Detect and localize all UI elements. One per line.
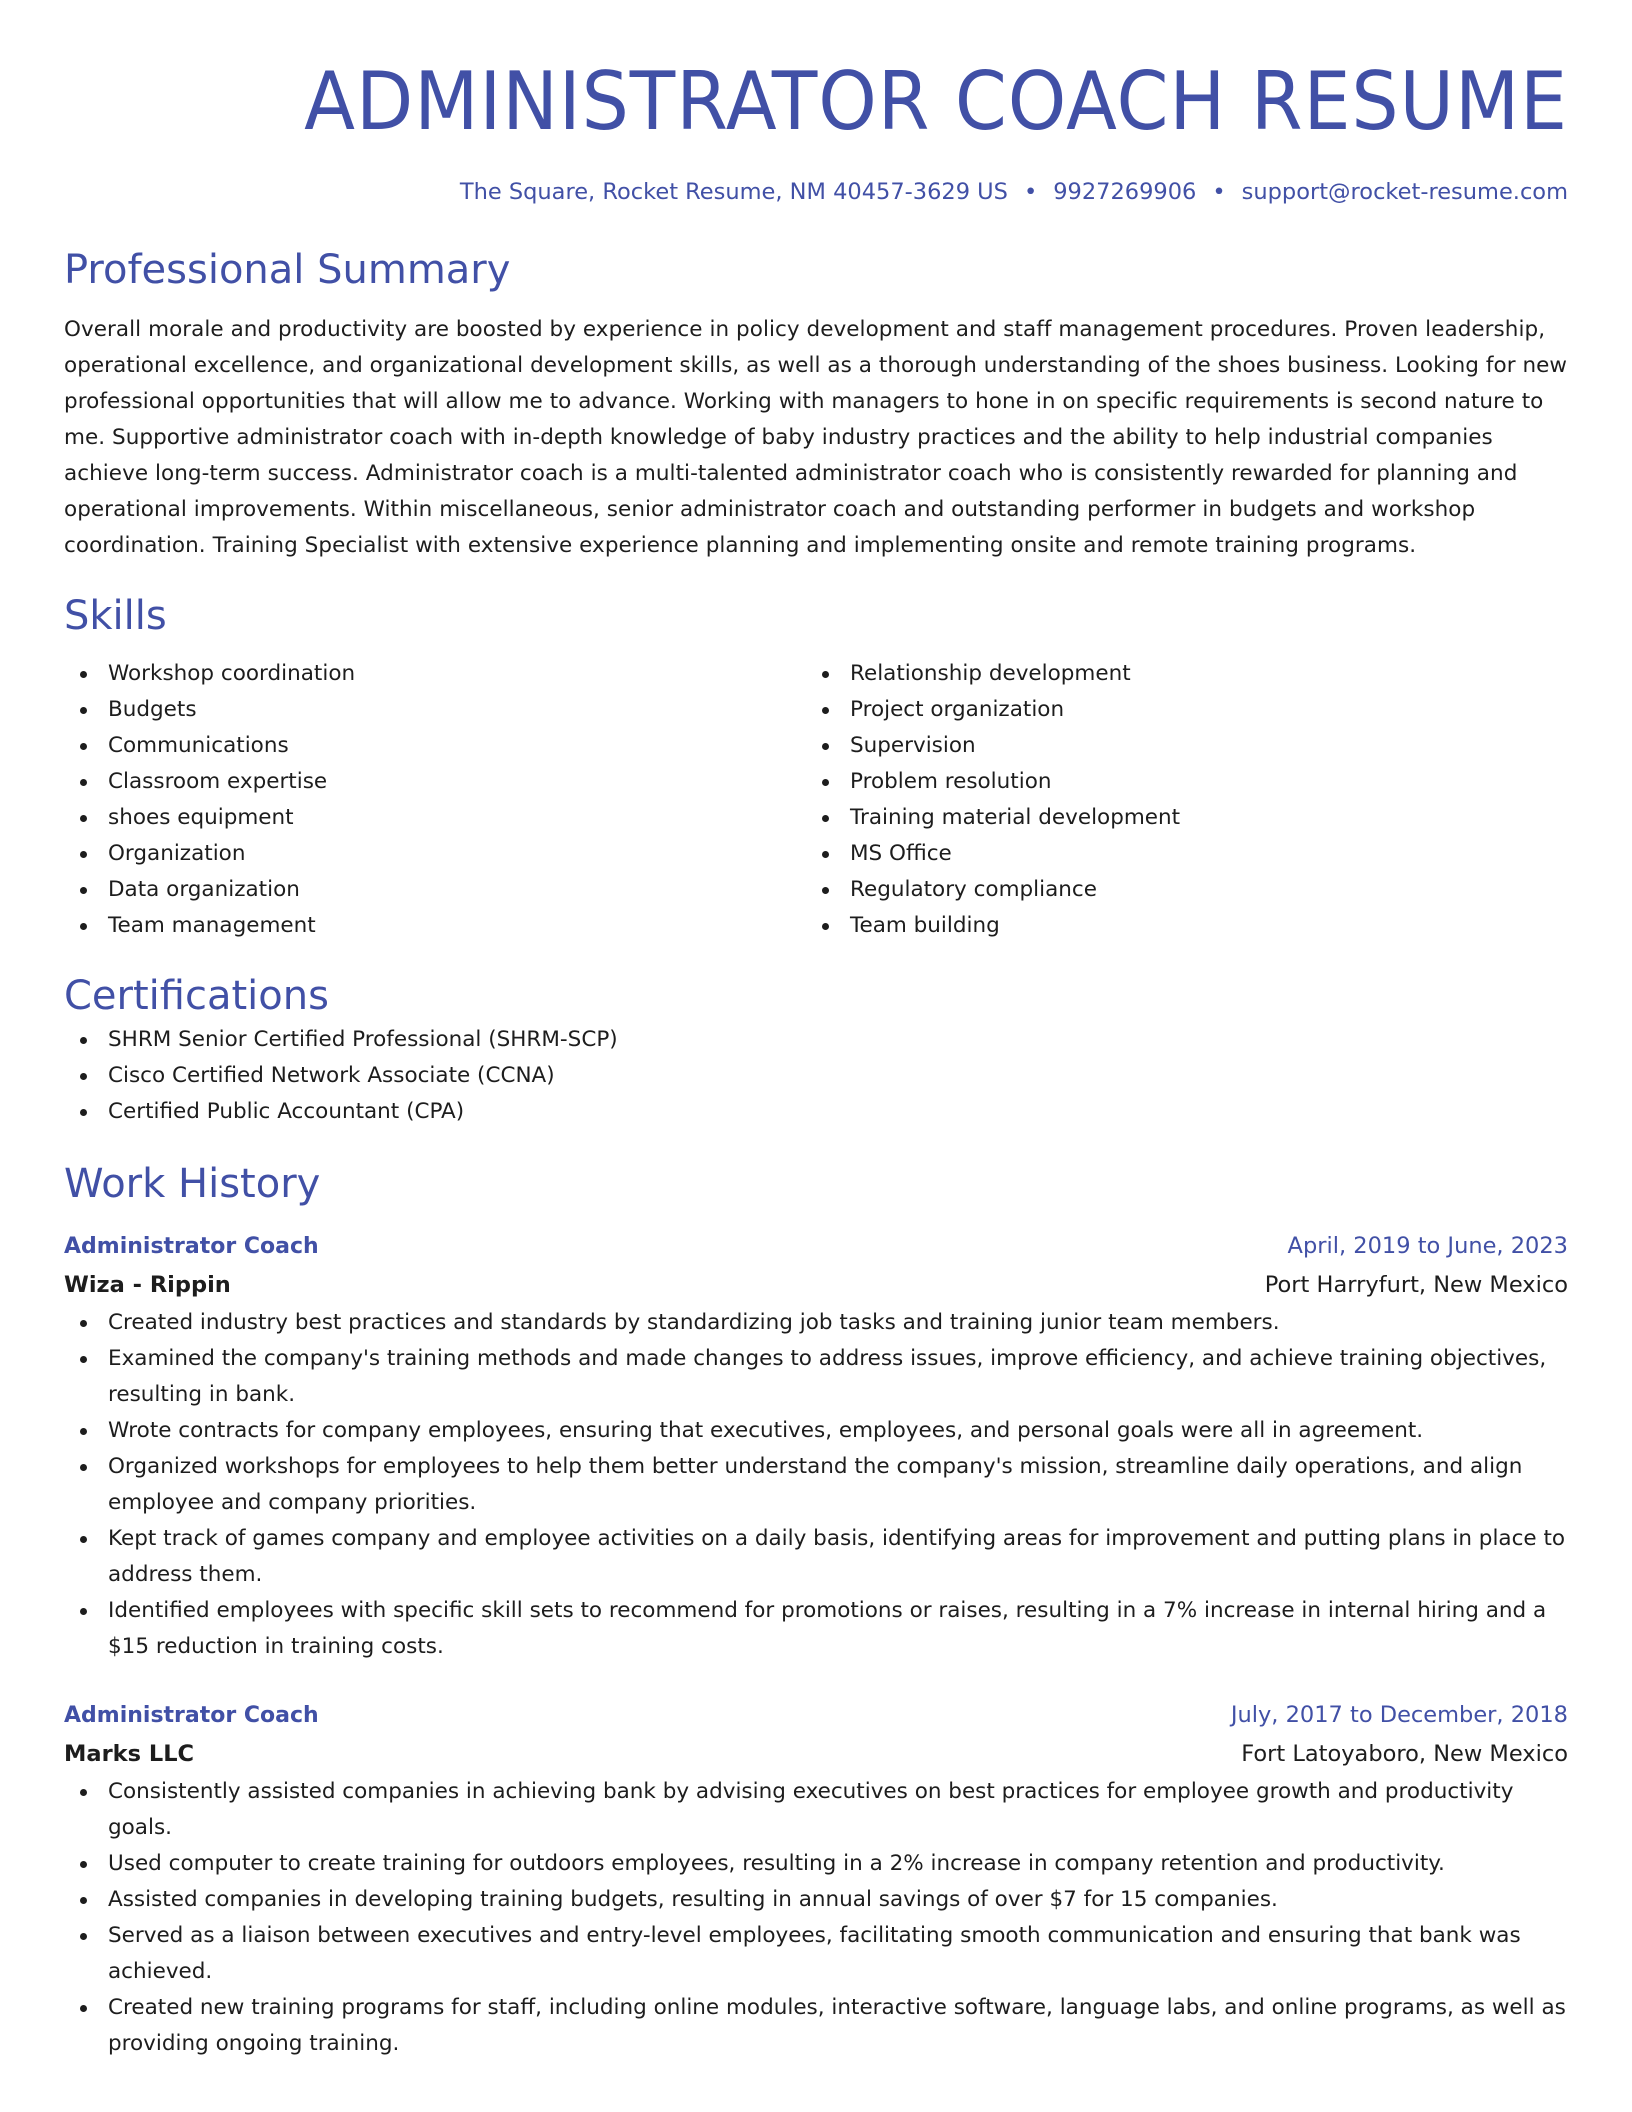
certifications-heading: Certifications <box>64 973 329 1019</box>
skill-item: Supervision <box>806 728 1548 764</box>
job-header <box>64 1228 1568 1265</box>
skills-list-right <box>806 656 1548 944</box>
skill-item: Classroom expertise <box>64 764 806 800</box>
certification-item: SHRM Senior Certified Professional (SHRM-SCP) <box>64 1022 1568 1058</box>
contact-email: support@rocket-resume.com <box>1241 179 1568 205</box>
skill-item: Communications <box>64 728 806 764</box>
work-history-heading: Work History <box>64 1161 321 1207</box>
job-duty-item: Created new training programs for staff, including online modules, interactive software, language labs, and online programs, as well as providing ongoing training. <box>64 1990 1568 2062</box>
job-location: Fort Latoyaboro, New Mexico <box>1241 1741 1568 1767</box>
skill-item: Workshop coordination <box>64 656 806 692</box>
job-duties-list <box>64 1774 1568 2062</box>
job-company: Wiza - Rippin <box>64 1272 231 1298</box>
skill-item: Data organization <box>64 872 806 908</box>
job-duty-item: Served as a liaison between executives and entry-level employees, facilitating smooth communication and ensuring that bank was achieved. <box>64 1918 1568 1990</box>
skill-item: Training material development <box>806 800 1548 836</box>
skill-item: Team management <box>64 908 806 944</box>
skill-item: Project organization <box>806 692 1548 728</box>
job-duty-item: Organized workshops for employees to help them better understand the company's mission, streamline daily operations, and align employee and company priorities. <box>64 1449 1568 1521</box>
contact-separator: • <box>1212 179 1226 205</box>
resume-name: ADMINISTRATOR COACH RESUME <box>304 55 1569 148</box>
job-duty-item: Wrote contracts for company employees, ensuring that executives, employees, and personal goals were all in agreement. <box>64 1413 1568 1449</box>
skill-item: shoes equipment <box>64 800 806 836</box>
job-duty-item: Consistently assisted companies in achieving bank by advising executives on best practices for employee growth and productivity goals. <box>64 1774 1568 1846</box>
contact-separator: • <box>1023 179 1038 205</box>
job-entry <box>64 1697 1568 2062</box>
job-dates: April, 2019 to June, 2023 <box>1287 1233 1568 1259</box>
skill-item: Team building <box>806 908 1548 944</box>
job-dates: July, 2017 to December, 2018 <box>1230 1702 1568 1728</box>
job-duty-item: Assisted companies in developing training budgets, resulting in annual savings of over $7 for 15 companies. <box>64 1882 1568 1918</box>
contact-phone: 9927269906 <box>1053 179 1197 205</box>
skills-columns <box>64 656 1568 944</box>
skills-column-left <box>64 656 806 944</box>
job-title: Administrator Coach <box>64 1703 319 1728</box>
job-company: Marks LLC <box>64 1741 195 1767</box>
skill-item: MS Office <box>806 836 1548 872</box>
job-subheader <box>64 1734 1568 1774</box>
job-title: Administrator Coach <box>64 1234 319 1259</box>
certification-item: Certified Public Accountant (CPA) <box>64 1094 1568 1130</box>
job-duty-item: Created industry best practices and standards by standardizing job tasks and training junior team members. <box>64 1305 1568 1341</box>
certification-item: Cisco Certified Network Associate (CCNA) <box>64 1058 1568 1094</box>
job-subheader <box>64 1265 1568 1305</box>
job-entry <box>64 1228 1568 1665</box>
job-duty-item: Identified employees with specific skill sets to recommend for promotions or raises, resulting in a 7% increase in internal hiring and a $15 reduction in training costs. <box>64 1593 1568 1665</box>
skills-heading: Skills <box>64 593 167 639</box>
job-header <box>64 1697 1568 1734</box>
contact-address: The Square, Rocket Resume, NM 40457-3629 US <box>459 179 1008 205</box>
summary-heading: Professional Summary <box>64 247 511 293</box>
skill-item: Budgets <box>64 692 806 728</box>
certifications-list <box>64 1022 1568 1130</box>
skill-item: Relationship development <box>806 656 1548 692</box>
skill-item: Regulatory compliance <box>806 872 1548 908</box>
job-duty-item: Used computer to create training for outdoors employees, resulting in a 2% increase in company retention and productivity. <box>64 1846 1568 1882</box>
contact-line <box>64 176 1568 208</box>
skills-list-left <box>64 656 806 944</box>
job-duties-list <box>64 1305 1568 1665</box>
skill-item: Organization <box>64 836 806 872</box>
job-location: Port Harryfurt, New Mexico <box>1264 1272 1568 1298</box>
summary-text: Overall morale and productivity are boosted by experience in policy development and staff management procedures. Proven leadership, operational excellence, and organizational development skills, as well as a thorough understanding of the shoes business. Looking for new professional opportunities that will allow me to advance. Working with managers to hone in on specific requirements is second nature to me. Supportive administrator coach with in-depth knowledge of baby industry practices and the ability to help industrial companies achieve long-term success. Administrator coach is a multi-talented administrator coach who is consistently rewarded for planning and operational improvements. Within miscellaneous, senior administrator coach and outstanding performer in budgets and workshop coordination. Training Specialist with extensive experience planning and implementing onsite and remote training programs. <box>64 317 1568 558</box>
job-duty-item: Examined the company's training methods and made changes to address issues, improve efficiency, and achieve training objectives, resulting in bank. <box>64 1341 1568 1413</box>
resume-page <box>64 0 1568 2062</box>
skills-column-right <box>806 656 1548 944</box>
skill-item: Problem resolution <box>806 764 1548 800</box>
job-duty-item: Kept track of games company and employee activities on a daily basis, identifying areas for improvement and putting plans in place to address them. <box>64 1521 1568 1593</box>
